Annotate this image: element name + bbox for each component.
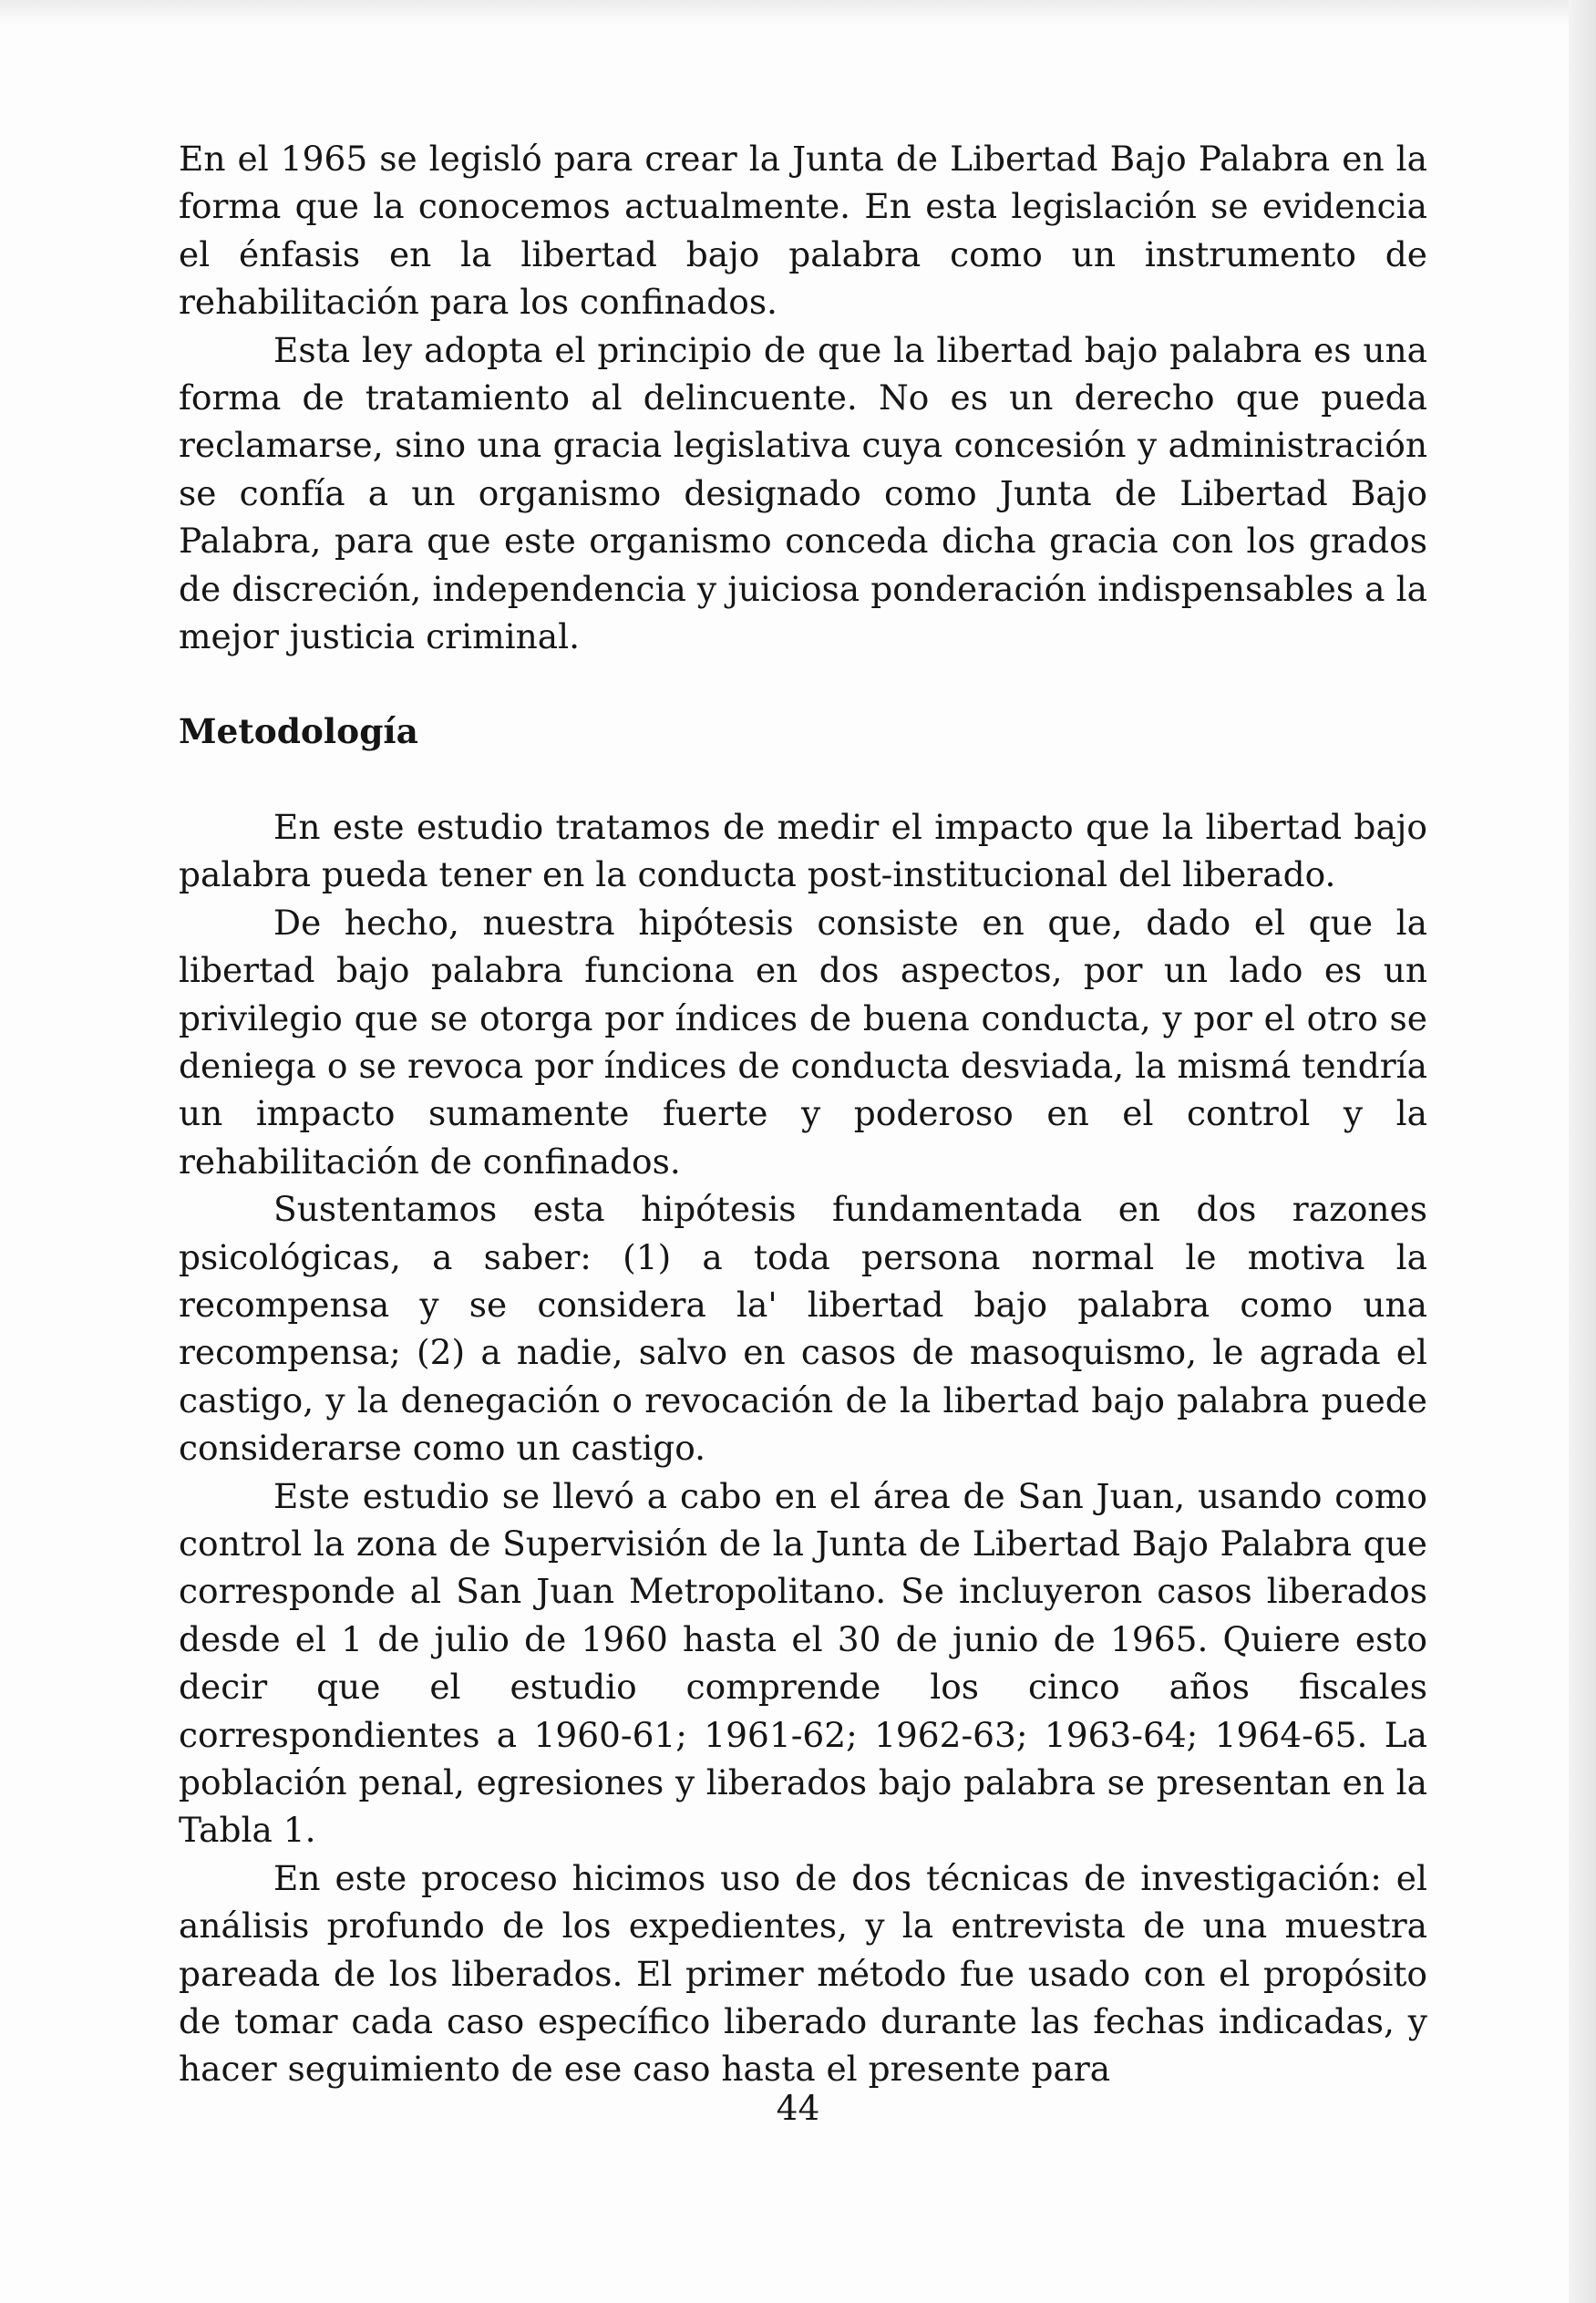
spacer [179,756,1427,803]
paragraph: Esta ley adopta el principio de que la libertad bajo palabra es una forma de tratamiento al delincuente. No es un derecho que pueda reclamarse, sino una gracia legislativa cuya concesión y administración se confía a un organismo designado como Junta de Libertad Bajo Palabra, para que este organismo conceda dicha gracia con los grados de discreción, independencia y juiciosa ponderación indispensables a la mejor justicia criminal. [179,329,1427,657]
page-number: 44 [776,2088,820,2128]
paragraph: En este proceso hicimos uso de dos técnicas de investigación: el análisis profundo de los expedientes, y la entrevista de una muestra pareada de los liberados. El primer método fue usado con el propósito de tomar cada caso específico liberado durante las fechas indicadas, y hacer seguimiento de ese caso hasta el presente para [179,1857,1427,2090]
paragraph: Este estudio se llevó a cabo en el área de San Juan, usando como control la zona de Supervisión de la Junta de Libertad Bajo Palabra que corresponde al San Juan Metropolitano. Se incluyeron casos liberados desde el 1 de julio de 1960 hasta el 30 de junio de 1965. Quiere esto decir que el estudio comprende los cinco años fiscales correspondientes a 1960-61; 1961-62; 1962-63; 1963-64; 1964-65. La población penal, egresiones y liberados bajo palabra se presentan en la Tabla 1. [179,1475,1427,1851]
paragraph: En este estudio tratamos de medir el impacto que la libertad bajo palabra pueda tener en la conducta post-institucional del liberado. [179,806,1427,895]
scan-shadow-right [1569,0,1596,2303]
paragraph: Sustentamos esta hipótesis fundamentada en dos razones psicológicas, a saber: (1) a toda persona normal le motiva la recompensa y se considera la' libertad bajo palabra como una recompensa; (2) a nadie, salvo en casos de masoquismo, le agrada el castigo, y la denegación o revocación de la libertad bajo palabra puede considerarse como un castigo. [179,1189,1427,1469]
section-heading: Metodología [179,711,418,752]
paragraph: En el 1965 se legisló para crear la Junta de Libertad Bajo Palabra en la forma que la conocemos actualmente. En esta legislación se evidencia el énfasis en la libertad bajo palabra como un instrumento de rehabilitación para los confinados. [179,139,1427,323]
paragraph: De hecho, nuestra hipótesis consiste en que, dado el que la libertad bajo palabra funciona en dos aspectos, por un lado es un privilegio que se otorga por índices de buena conducta, y por el otro se deniega o se revoca por índices de conducta desviada, la mismá tendría un impacto sumamente fuerte y poderoso en el control y la rehabilitación de confinados. [179,902,1427,1182]
body-text [179,135,1427,2093]
spacer [179,660,1427,707]
scan-shadow-top [0,0,1596,26]
